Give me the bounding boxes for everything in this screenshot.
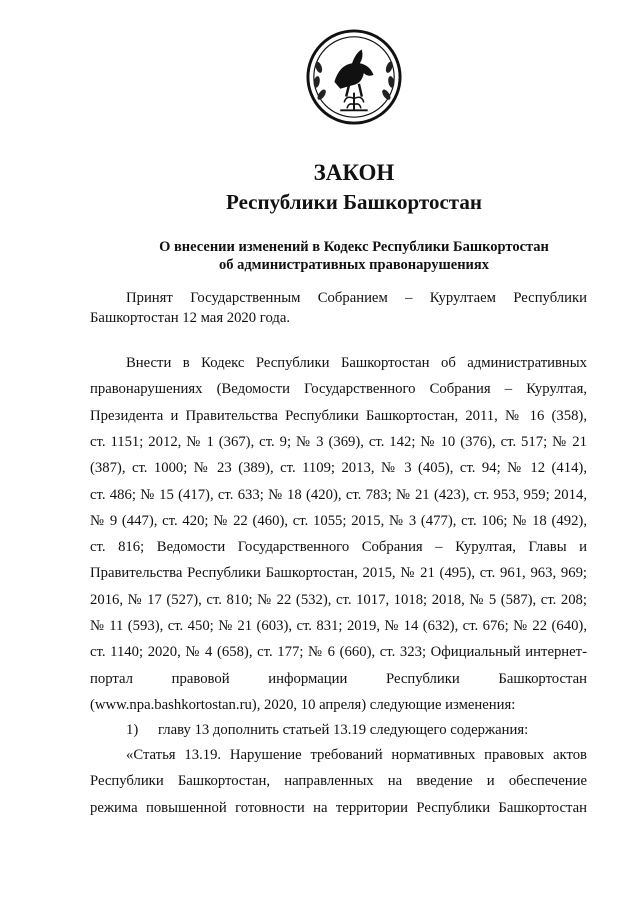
law-title-line-2: об административных правонарушениях bbox=[218, 257, 490, 273]
body-line: (www.npa.bashkortostan.ru), 2020, 10 апреля) следующие изменения: bbox=[90, 696, 516, 713]
article-line: режима повышенной готовности на территории Республики Башкортостан bbox=[90, 799, 587, 816]
article-line: Республики Башкортостан, направленных на введение и обеспечение bbox=[90, 773, 587, 790]
body-line: № 11 (593), ст. 450; № 21 (603), ст. 831; 2019, № 14 (632), ст. 676; № 22 (640), bbox=[90, 618, 587, 634]
item-text: главу 13 дополнить статьей 13.19 следующего содержания: bbox=[158, 722, 529, 738]
item-number: 1) bbox=[126, 722, 139, 738]
body-line: портал правовой информации Республики Башкортостан bbox=[90, 670, 587, 687]
adoption-statement: Принят Государственным Собранием – Курултаем Республики Башкортостан 12 мая 2020 года. bbox=[90, 290, 587, 326]
article-line: «Статья 13.19. Нарушение требований нормативных правовых актов bbox=[126, 747, 587, 763]
body-line: ст. 1151; 2012, № 1 (367), ст. 9; № 3 (369), ст. 142; № 10 (376), ст. 517; № 21 bbox=[90, 433, 587, 450]
body-line: Внести в Кодекс Республики Башкортостан об административных bbox=[126, 355, 587, 371]
body-line: 2016, № 17 (527), ст. 810; № 22 (532), ст. 1017, 1018; 2018, № 5 (587), ст. 208; bbox=[90, 591, 587, 608]
body-line: ст. 1140; 2020, № 4 (658), ст. 177; № 6 (660), ст. 323; Официальный интернет- bbox=[90, 644, 587, 661]
body-line: ст. 486; № 15 (417), ст. 633; № 18 (420), ст. 783; № 21 (423), ст. 953, 959; 2014, bbox=[90, 486, 587, 503]
document-title: ЗАКОН bbox=[313, 160, 395, 185]
body-line: № 9 (447), ст. 420; № 22 (460), ст. 1055; 2015, № 3 (477), ст. 106; № 18 (492), bbox=[90, 512, 587, 529]
body-line: Правительства Республики Башкортостан, 2015, № 21 (495), ст. 961, 963, 969; bbox=[90, 565, 587, 582]
body-line: правонарушениях (Ведомости Государственного Собрания – Курултая, bbox=[90, 381, 587, 398]
body-line: ст. 816; Ведомости Государственного Собрания – Курултая, Главы и bbox=[90, 539, 587, 556]
law-title-line-1: О внесении изменений в Кодекс Республики Башкортостан bbox=[159, 239, 549, 255]
body-line: Президента и Правительства Республики Башкортостан, 2011, № 16 (358), bbox=[90, 407, 587, 424]
document-republic-name: Республики Башкортостан bbox=[226, 190, 482, 214]
body-line: (387), ст. 1000; № 23 (389), ст. 1109; 2013, № 3 (405), ст. 94; № 12 (414), bbox=[90, 460, 587, 477]
bashkortostan-coat-of-arms-icon bbox=[305, 28, 403, 126]
